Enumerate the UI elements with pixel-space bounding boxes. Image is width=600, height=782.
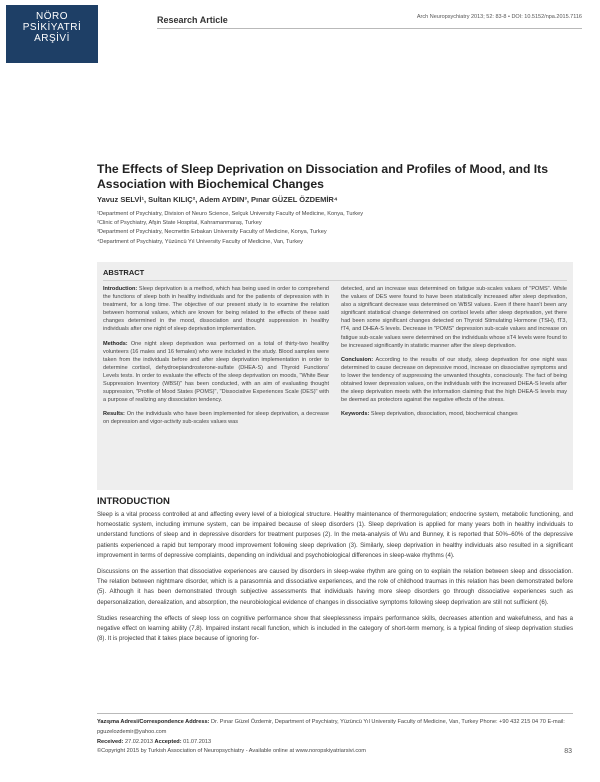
affiliation: ¹Department of Psychiatry, Division of Neuro Science, Selçuk University Faculty of Medicine, Konya, Turkey [97, 211, 364, 217]
abstract-right-column [341, 285, 567, 433]
article-type: Research Article [157, 15, 228, 25]
affiliation: ²Clinic of Psychiatry, Afşin State Hospital, Kahramanmaraş, Turkey [97, 220, 262, 227]
author-list: Yavuz SELVİ¹, Sultan KILIÇ², Adem AYDIN³, Pınar GÜZEL ÖZDEMİR⁴ [97, 195, 338, 204]
article-title: The Effects of Sleep Deprivation on Dissociation and Profiles of Mood, and Its Association with Biochemical Changes [97, 162, 548, 191]
section-heading: INTRODUCTION [97, 496, 170, 507]
affiliations [97, 210, 567, 247]
abstract-box [97, 262, 573, 490]
accepted-date: 01.07.2013 [181, 738, 212, 745]
abstract-text: One night sleep deprivation was performed on a total of thirty-two healthy volunteers (16 males and 16 females) who were included in the study. Blood samples were taken from the individuals before and after sleep deprivation implementation in order to determine cortisol, dehydroepiandrosterone-sulfate (DHEA-S) and Thyroid Functions' Levels tests. In order to evaluate the effects of the sleep deprivation on moods, "White Bear Suppression Inventory (WBSI)" has been conducted, with an aim of evaluating thought suppression, "Profile of Mood States (POMS)", "Dissociative Experiences Scale (DES)" with a purpose of realizing any dissociation tendency. [103, 340, 329, 404]
abstract-text: detected, and an increase was determined on fatigue sub-scales values of "POMS". While the values of DES were found to have been statistically increased after sleep deprivation, also a significant decrease was determined on WBSI values. Even if there hasn't been any significant statistical change determined on cortisol levels after sleep deprivation, yet there had been some significant changes detected on Thyroid Stimulating Hormone (TSH), fT3, fT4, and DHEA-S levels. Decrease in "POMS" depression sub-scale values and increase on fatigue sub-scale values were determined on the individuals whose sT4 levels were found to be increased significantly in statistic manner after the sleep deprivation. [341, 286, 568, 349]
abstract-paragraph [103, 285, 329, 334]
header-divider [157, 28, 582, 29]
abstract-label: Results: [103, 411, 125, 418]
abstract-paragraph [341, 285, 567, 350]
abstract-heading: ABSTRACT [103, 268, 567, 281]
body-paragraph: Discussions on the assertion that dissociative experiences are caused by disorders in sleep-wake rhythm are going on to explain the relation between sleep and dissociation. The relation between nightmare disorder, which is a parasomnia and dissociative experiences, and the role of childhood traumas in this relation has been demonstrated before (5). Although it has been demonstrated through subjective assessments that individuals having more sleep disorders go through dissociative experiences such as depersonalization, derealization, and absorption, the neurobiological evidence of changes in dissociative symptoms following sleep deprivation are still not sufficient (6). [97, 568, 573, 606]
introduction-body [97, 510, 573, 650]
abstract-text: On the individuals who have been implemented for sleep deprivation, a decrease on depression and vigor-activity sub-scales values was [103, 411, 329, 426]
logo-line: NÖRO [36, 11, 68, 22]
abstract-paragraph [103, 340, 329, 405]
correspondence-address [97, 718, 573, 738]
copyright-notice: ©Copyright 2015 by Turkish Association of Neuropsychiatry - Available online at www.noropskiyatriarsivi.com [97, 748, 366, 755]
page-number: 83 [564, 748, 572, 755]
received-date: 27.02.2013 [123, 738, 155, 745]
logo-line: PSİKİYATRİ [22, 22, 82, 33]
affiliation: ³Department of Psychiatry, Necmettin Erbakan University Faculty of Medicine, Konya, Turkey [97, 229, 327, 236]
correspondence-text: Dr. Pınar Güzel Özdemir, Department of Psychiatry, Yüzüncü Yıl University Faculty of Medicine, Van, Turkey Phone: +90 432 215 04 70 E-mail: pguzelozdemir@yahoo.com [97, 719, 565, 735]
body-paragraph: Studies researching the effects of sleep loss on cognitive performance show that sleeplessness impairs performance skills, decreases attention and wakefulness, and has a negative effect on learning ability (7,8). Impaired instant recall function, which is included in the category of short-term memory, is a typical finding of sleep deprivation studies (8). It is projected that it takes place because of ignoring for- [97, 614, 573, 643]
abstract-text: Sleep deprivation is a method, which has being used in order to comprehend the functions of sleep both in healthy individuals and for the patients of depression with in treatment, for a long time. The objective of our present study is to examine the relation between hormonal values, which are known for being related to the effects of these said changes determined in the mood, dissociation and thought suppression in healthy individuals after one night of sleep deprivation implementation. [103, 286, 329, 333]
body-paragraph: Sleep is a vital process controlled at and affecting every level of a biological structure. Healthy maintenance of thermoregulation; endocrine system, metabolic functioning, and homeostatic system, including immune system, can be impaired because of sleep disorders (1). Sleep deprivation is applied for many years both in healthy individuals to understand functions of sleep and in depressive disorders for treatment purposes (2). In the meta-analysis of Wu and Bunney, it is reported that 50%–60% of the depressive patients experienced a rapid but temporary mood improvement following sleep deprivation (3). Similarly, sleep deprivation in healthy individuals also resulted in a significant improvement in terms of depressive complaints, depending on individual and psychobiological differences in sleep-wake rhythms (4). [97, 511, 573, 559]
abstract-left-column [103, 285, 329, 433]
abstract-label: Conclusion: [341, 356, 374, 363]
abstract-text: According to the results of our study, sleep deprivation for one night was determined to cause decrease on depressive mood, increase on dissociative symptoms and to lower the tendency of suppressing the unwanted thoughts, consciously. The fact of being obtained lower depression values, on the individuals with the increased DHEA-S levels after the sleep deprivation meets with the information claiming that the high DHEA-S levels may be deemed as protectors against the negative effects of the stress. [341, 356, 567, 404]
accepted-label: Accepted: [154, 738, 182, 745]
abstract-paragraph [341, 410, 567, 418]
citation: Arch Neuropsychiatry 2013; 52: 83-8 • DOI: 10.5152/npa.2015.7116 [416, 14, 582, 20]
abstract-label: Introduction: [103, 286, 138, 292]
correspondence-footer [97, 713, 573, 757]
abstract-paragraph [103, 410, 329, 426]
journal-logo [6, 5, 98, 63]
dates-row [97, 738, 573, 748]
abstract-paragraph [341, 356, 567, 405]
received-label: Received: [97, 738, 124, 745]
abstract-label: Methods: [103, 340, 128, 347]
logo-line: ARŞİVİ [34, 33, 70, 44]
abstract-text: Sleep deprivation, dissociation, mood, biochemical changes [369, 411, 518, 418]
correspondence-label: Yazışma Adresi/Correspondence Address: [97, 719, 210, 725]
affiliation: ⁴Department of Psychiatry, Yüzüncü Yıl University Faculty of Medicine, Van, Turkey [97, 238, 303, 245]
abstract-label: Keywords: [341, 411, 370, 418]
